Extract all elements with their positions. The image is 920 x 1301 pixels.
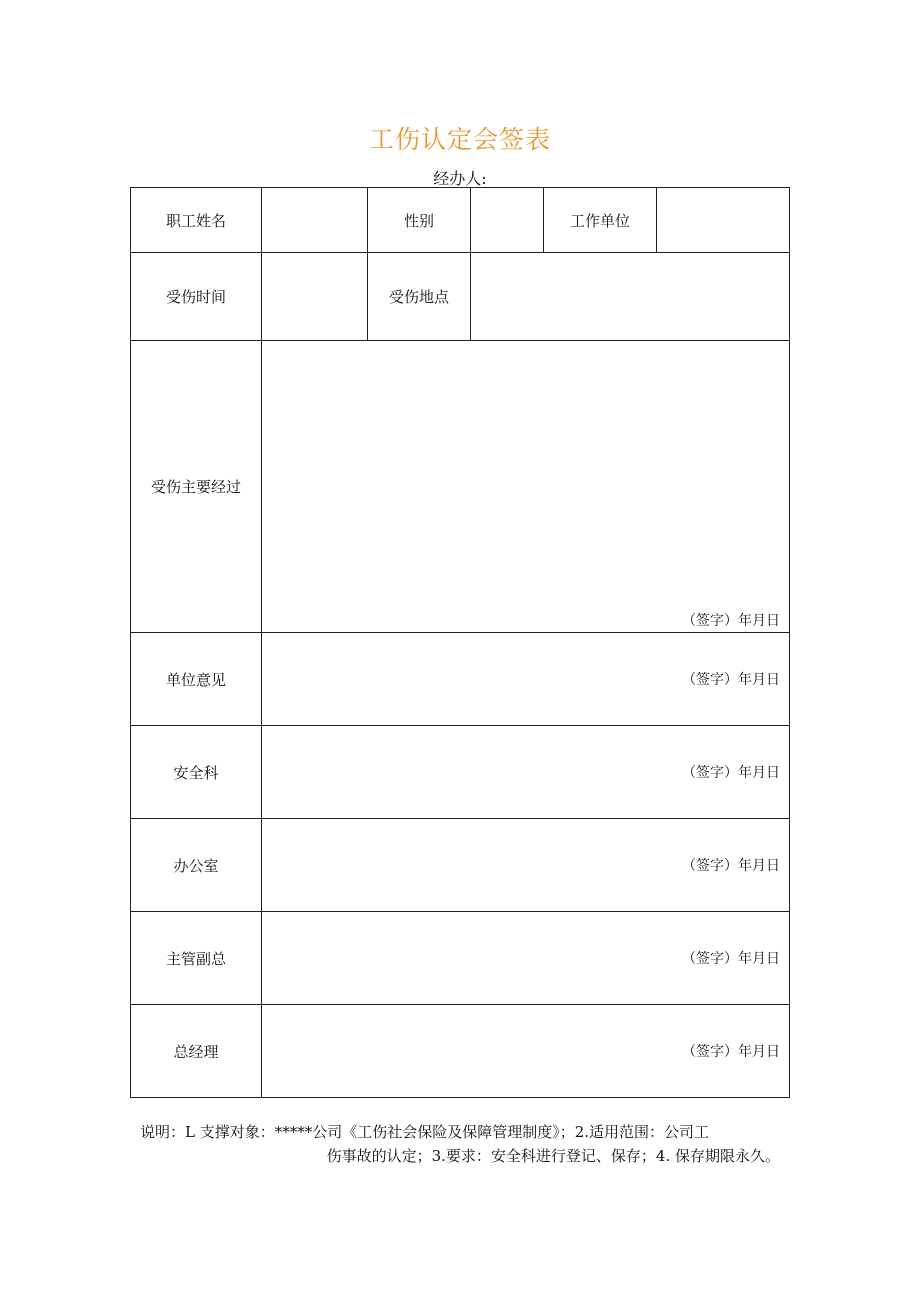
injury-time-field[interactable] bbox=[262, 253, 368, 341]
injury-place-field[interactable] bbox=[471, 253, 790, 341]
signature-date-text: （签字）年月日 bbox=[682, 765, 780, 781]
approval-label-deputy: 主管副总 bbox=[131, 912, 262, 1005]
approval-label-office: 办公室 bbox=[131, 819, 262, 912]
injury-time-label: 受伤时间 bbox=[131, 253, 262, 341]
table-row bbox=[131, 633, 790, 726]
injury-process-label: 受伤主要经过 bbox=[131, 341, 262, 633]
table-row bbox=[131, 912, 790, 1005]
table-row bbox=[131, 188, 790, 253]
approval-label-safety: 安全科 bbox=[131, 726, 262, 819]
approval-field-safety[interactable] bbox=[262, 726, 790, 819]
table-row bbox=[131, 726, 790, 819]
approval-field-office[interactable] bbox=[262, 819, 790, 912]
form-note bbox=[140, 1120, 790, 1168]
note-line-2: 伤事故的认定；3.要求：安全科进行登记、保存；4. 保存期限永久。 bbox=[326, 1147, 780, 1165]
table-row bbox=[131, 253, 790, 341]
injury-signoff-table bbox=[130, 187, 790, 1098]
table-row bbox=[131, 341, 790, 633]
signature-date-text: （签字）年月日 bbox=[682, 858, 780, 874]
table-row bbox=[131, 819, 790, 912]
injury-place-label: 受伤地点 bbox=[368, 253, 471, 341]
approval-label-gm: 总经理 bbox=[131, 1005, 262, 1098]
gender-field[interactable] bbox=[471, 188, 544, 253]
employee-name-label: 职工姓名 bbox=[131, 188, 262, 253]
work-unit-field[interactable] bbox=[657, 188, 790, 253]
signature-date-text: （签字）年月日 bbox=[682, 613, 780, 629]
approval-field-unit[interactable] bbox=[262, 633, 790, 726]
signature-date-text: （签字）年月日 bbox=[682, 951, 780, 967]
work-unit-label: 工作单位 bbox=[544, 188, 657, 253]
signature-date-text: （签字）年月日 bbox=[682, 672, 780, 688]
approval-label-unit: 单位意见 bbox=[131, 633, 262, 726]
employee-name-field[interactable] bbox=[262, 188, 368, 253]
gender-label: 性别 bbox=[368, 188, 471, 253]
handler-label: 经办人: bbox=[433, 169, 487, 188]
table-row bbox=[131, 1005, 790, 1098]
signature-date-text: （签字）年月日 bbox=[682, 1044, 780, 1060]
note-line-1: 说明：L 支撑对象：*****公司《工伤社会保险及保障管理制度》；2.适用范围：公司工 bbox=[140, 1123, 710, 1141]
approval-field-deputy[interactable] bbox=[262, 912, 790, 1005]
injury-process-field[interactable] bbox=[262, 341, 790, 633]
form-title: 工伤认定会签表 bbox=[368, 125, 551, 154]
approval-field-gm[interactable] bbox=[262, 1005, 790, 1098]
